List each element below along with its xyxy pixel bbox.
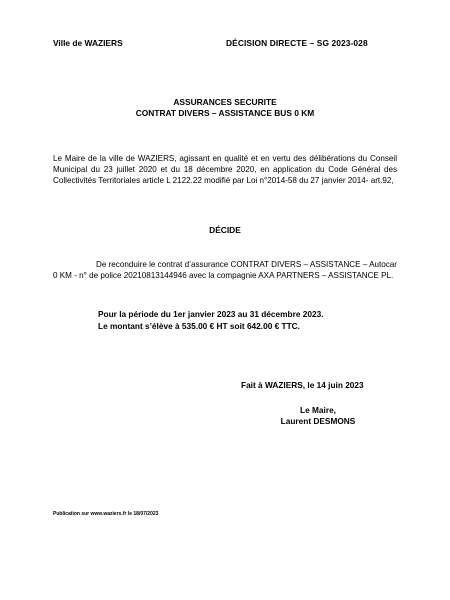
city-name: Ville de WAZIERS: [53, 38, 123, 48]
decide-heading: DÉCIDE: [209, 225, 241, 235]
signatory-name: Laurent DESMONS: [280, 416, 356, 426]
place-date: Fait à WAZIERS, le 14 juin 2023: [241, 380, 364, 390]
publication-footer: Publication sur www.waziers.fr le 18/07/2023: [53, 511, 159, 517]
signatory-role: Le Maire,: [300, 405, 336, 415]
decision-reference: DÉCISION DIRECTE – SG 2023-028: [226, 38, 368, 48]
amount-line: Le montant s’élève à 535.00 € HT soit 642.00 € TTC.: [98, 321, 300, 331]
intro-paragraph: Le Maire de la ville de WAZIERS, agissant en qualité et en vertu des délibérations du Conseil Municipal du 23 juillet 2020 et du 18 décembre 2020, en application du Code Général des Collectivités Territoriales article L 2122.22 modifié par Loi n°2014-58 du 27 janvier 2014- art.92,: [53, 154, 397, 185]
document-title: ASSURANCES SECURITE: [173, 97, 277, 107]
decision-paragraph: De reconduire le contrat d’assurance CONTRAT DIVERS – ASSISTANCE – Autocar 0 KM - n° de police 20210813144946 avec la compagnie AXA PARTNERS – ASSISTANCE PL.: [53, 260, 397, 280]
period-line: Pour la période du 1er janvier 2023 au 31 décembre 2023.: [98, 309, 324, 319]
document-subtitle: CONTRAT DIVERS – ASSISTANCE BUS 0 KM: [135, 108, 315, 118]
